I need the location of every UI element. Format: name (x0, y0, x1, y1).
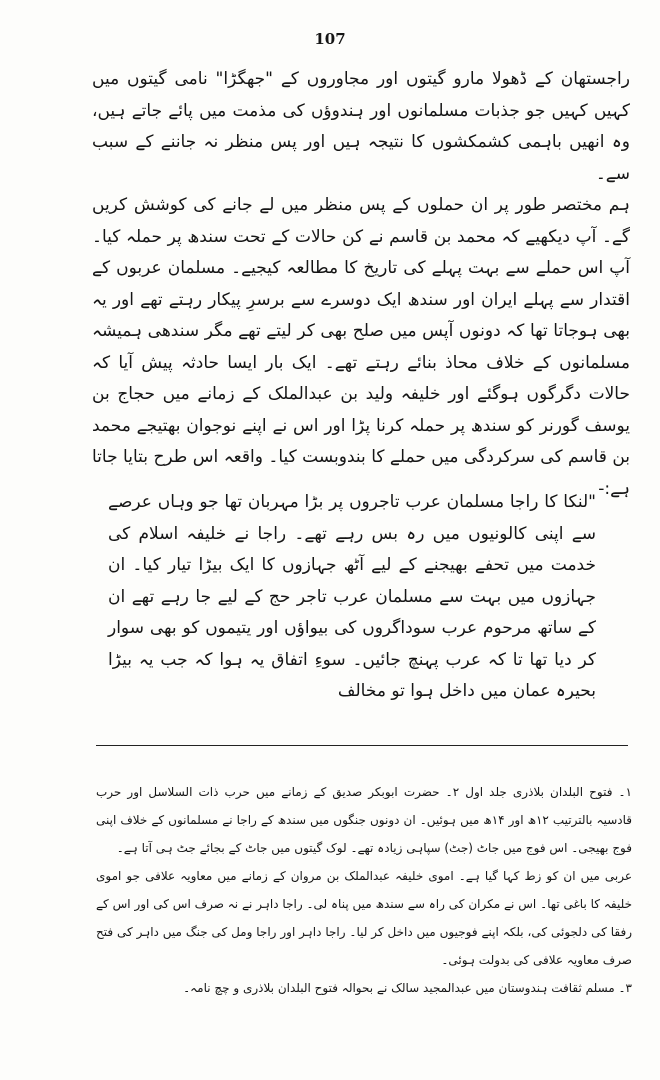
footnote-divider (96, 745, 628, 746)
footnote-paragraph: ۱۔ فتوح البلدان بلاذری جلد اول ۲۔ حضرت ابوبکر صدیق کے زمانے میں حرب ذات السلاسل اور حرب قادسیہ بالترتیب ۱۲ھ اور ۱۴ھ میں ہوئیں۔ ان دونوں جنگوں میں سندھ کے راجا نے مسلمانوں کے خلاف اپنی فوج بھیجی۔ اس فوج میں جاٹ (جٹ) سپاہی زیادہ تھے۔ لوک گیتوں میں جاٹ کے بجائے جٹ ہی آتا ہے۔ (96, 785, 632, 855)
main-body-text (92, 64, 630, 505)
footnote-paragraph: ۳۔ مسلم ثقافت ہندوستان میں عبدالمجید سالک نے بحوالہ فتوح البلدان بلاذری و چچ نامہ۔ (183, 981, 632, 995)
footnote-paragraph: عربی میں ان کو زط کہا گیا ہے۔ اموی خلیفہ عبدالملک بن مروان کے زمانے میں معاویہ علافی جو اموی خلیفہ کا باغی تھا۔ اس نے مکران کی راہ سے سندھ میں پناہ لی۔ راجا داہر نے نہ صرف اس کی اور اس کے رفقا کی دلجوئی کی، بلکہ اپنے فوجیوں میں داخل کر لیا۔ راجا داہر اور راجا ومل کی جنگ میں داہر کی فتح صرف معاویہ علافی کی بدولت ہوئی۔ (96, 869, 632, 967)
block-quote (108, 487, 596, 708)
quote-paragraph: "لنکا کا راجا مسلمان عرب تاجروں پر بڑا مہربان تھا جو وہاں عرصے سے اپنی کالونیوں میں رہ بس رہے تھے۔ راجا نے خلیفہ اسلام کی خدمت میں تحفے بھیجنے کے لیے آٹھ جہازوں کا ایک بیڑا تیار کیا۔ ان جہازوں میں بہت سے مسلمان عرب تاجر حج کے لیے جا رہے تھے ان کے ساتھ مرحوم عرب سوداگروں کی بیواؤں اور یتیموں کو بھی سوار کر دیا تھا تا کہ عرب پہنچ جائیں۔ سوءِ اتفاق یہ ہوا کہ جب یہ بیڑا بحیرہ عمان میں داخل ہوا تو مخالف (108, 492, 596, 701)
footnotes (96, 778, 632, 1002)
body-paragraph: ہم مختصر طور پر ان حملوں کے پس منظر میں لے جانے کی کوشش کریں گے۔ آپ دیکھیے کہ محمد بن قاسم نے کن حالات کے تحت سندھ پر حملہ کیا۔ آپ اس حملے سے بہت پہلے کی تاریخ کا مطالعہ کیجیے۔ مسلمان عربوں کے اقتدار سے پہلے ایران اور سندھ ایک دوسرے سے برسرِ پیکار رہتے تھے اور یہ بھی ہوجاتا تھا کہ دونوں آپس میں صلح بھی کر لیتے تھے مگر سندھی ہمیشہ مسلمانوں کے خلاف محاذ بنائے رہتے تھے۔ ایک بار ایسا حادثہ پیش آیا کہ حالات دگرگوں ہوگئے اور خلیفہ ولید بن عبدالملک کے زمانے میں حجاج بن یوسف گورنر کو سندھ پر حملہ کرنا پڑا اور اس نے اپنے نوجوان بھتیجے محمد بن قاسم کی سرکردگی میں حملے کا بندوبست کیا۔ واقعہ اس طرح بتایا جاتا ہے:- (92, 195, 630, 499)
page-number: 107 (314, 30, 346, 48)
body-paragraph: راجستھان کے ڈھولا مارو گیتوں اور مجاوروں کے "جھگڑا" نامی گیتوں میں کہیں کہیں جو جذبات مسلمانوں اور ہندوؤں کی مذمت میں پائے جاتے ہیں، وہ انھیں باہمی کشمکشوں کا نتیجہ ہیں اور پس منظر نہ جاننے کے سبب سے۔ (92, 69, 630, 184)
